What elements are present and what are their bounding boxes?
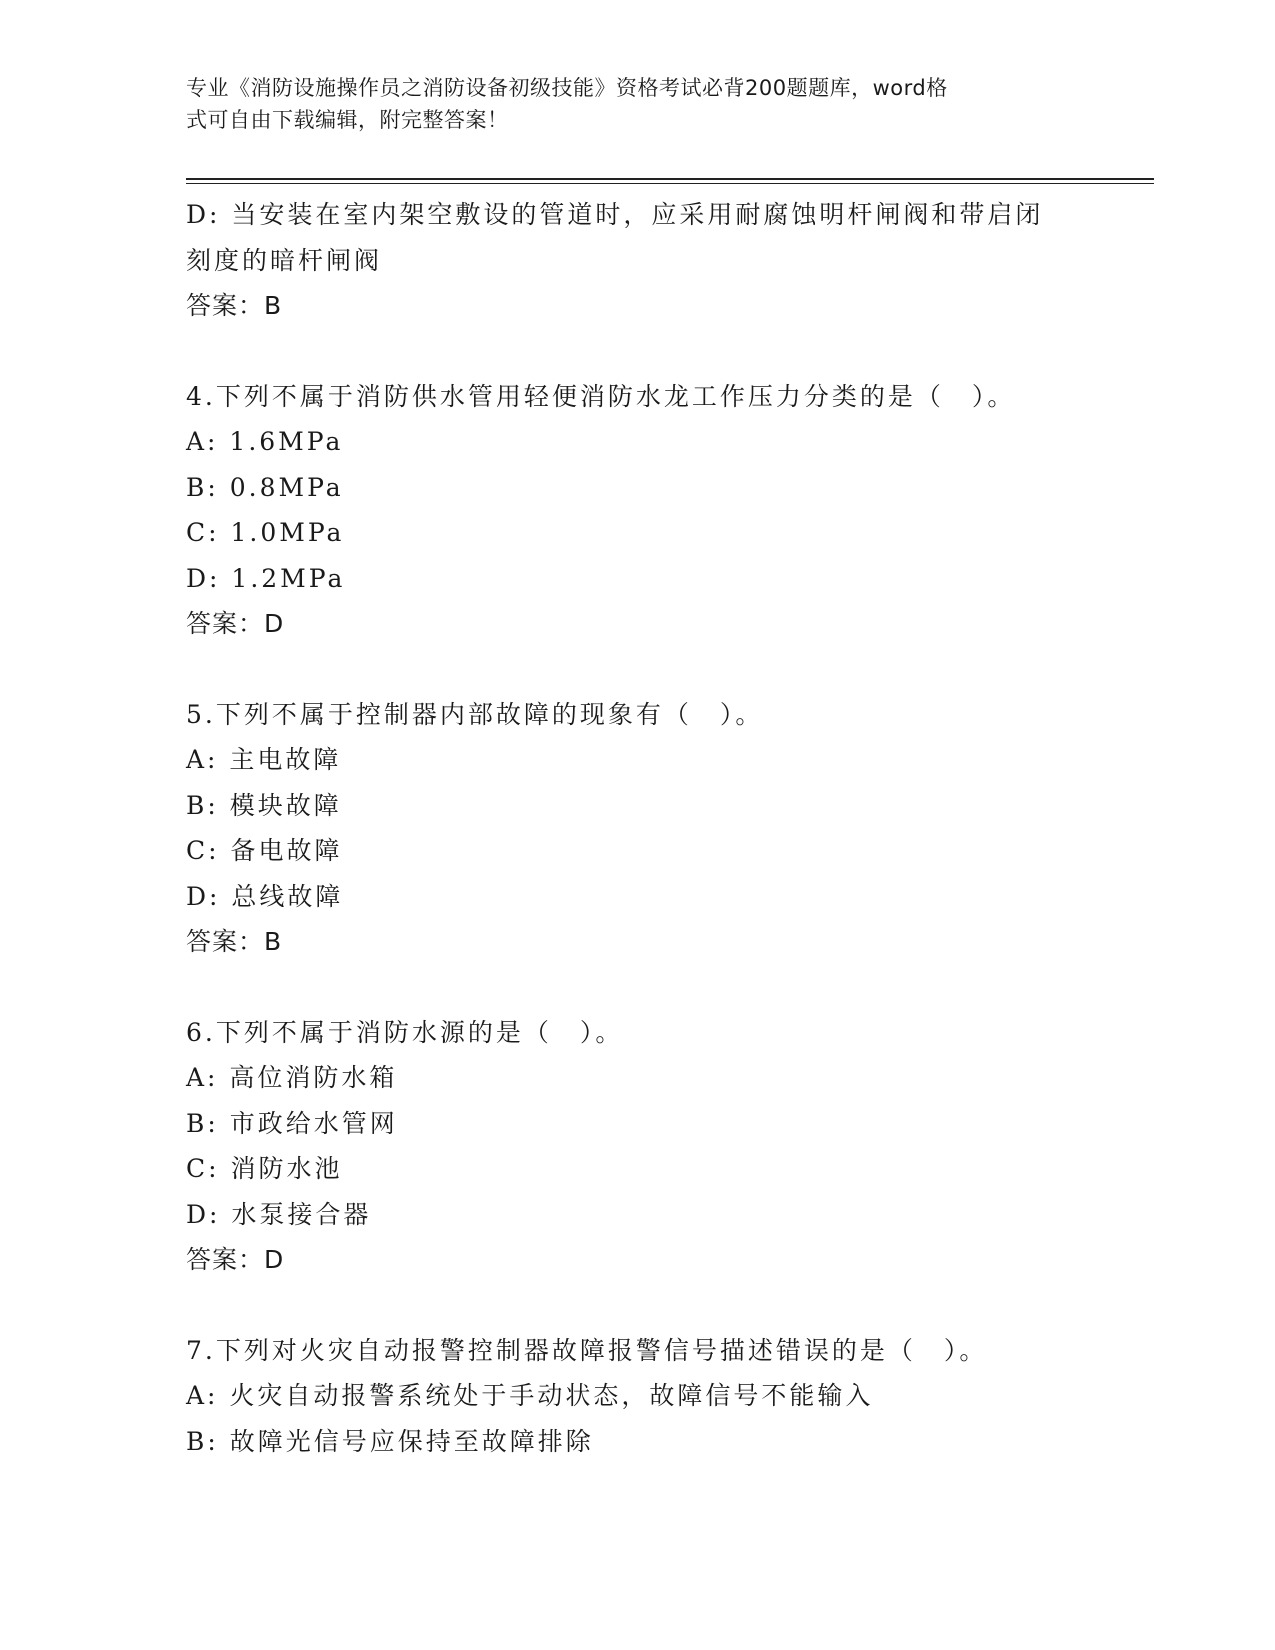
- document-header: [186, 72, 1086, 136]
- option-c: C: 消防水池: [186, 1154, 343, 1183]
- option-b: B: 模块故障: [186, 790, 342, 820]
- answer: 答案：D: [186, 609, 285, 638]
- option-b: B: 市政给水管网: [186, 1108, 398, 1138]
- option-c: C: 1.0MPa: [186, 518, 345, 547]
- question-3-tail: [186, 192, 1086, 329]
- option-d: D: 当安装在室内架空敷设的管道时，应采用耐腐蚀明杆闸阀和带启闭: [186, 200, 1044, 229]
- header-line-2: 式可自由下载编辑，附完整答案！: [186, 108, 509, 132]
- option-d: D: 总线故障: [186, 881, 344, 911]
- option-a: A: 高位消防水箱: [186, 1063, 398, 1092]
- option-b: B: 0.8MPa: [186, 472, 344, 502]
- option-a: A: 主电故障: [186, 745, 342, 774]
- question-6: [186, 1010, 1086, 1283]
- question-5: [186, 692, 1086, 965]
- header-line-1: 专业《消防设施操作员之消防设备初级技能》资格考试必背200题题库，word格: [186, 76, 948, 100]
- answer: 答案：B: [186, 927, 283, 956]
- header-rule-thick: [186, 178, 1154, 180]
- question-stem: 5.下列不属于控制器内部故障的现象有（ ）。: [186, 699, 764, 729]
- question-stem: 6.下列不属于消防水源的是（ ）。: [186, 1017, 624, 1047]
- option-c: C: 备电故障: [186, 836, 343, 865]
- answer: 答案：B: [186, 291, 283, 320]
- question-4: [186, 374, 1086, 647]
- option-d: D: 1.2MPa: [186, 563, 346, 593]
- option-a: A: 火灾自动报警系统处于手动状态，故障信号不能输入: [186, 1381, 874, 1410]
- option-a: A: 1.6MPa: [186, 427, 344, 456]
- question-stem: 4.下列不属于消防供水管用轻便消防水龙工作压力分类的是（ ）。: [186, 381, 1016, 411]
- question-stem: 7.下列对火灾自动报警控制器故障报警信号描述错误的是（ ）。: [186, 1335, 988, 1365]
- option-d-continued: 刻度的暗杆闸阀: [186, 245, 383, 275]
- header-rule-thin: [186, 183, 1154, 184]
- option-b: B: 故障光信号应保持至故障排除: [186, 1426, 594, 1456]
- question-7: [186, 1328, 1086, 1465]
- answer: 答案：D: [186, 1245, 285, 1274]
- question-list: [186, 192, 1086, 1464]
- option-d: D: 水泵接合器: [186, 1199, 372, 1229]
